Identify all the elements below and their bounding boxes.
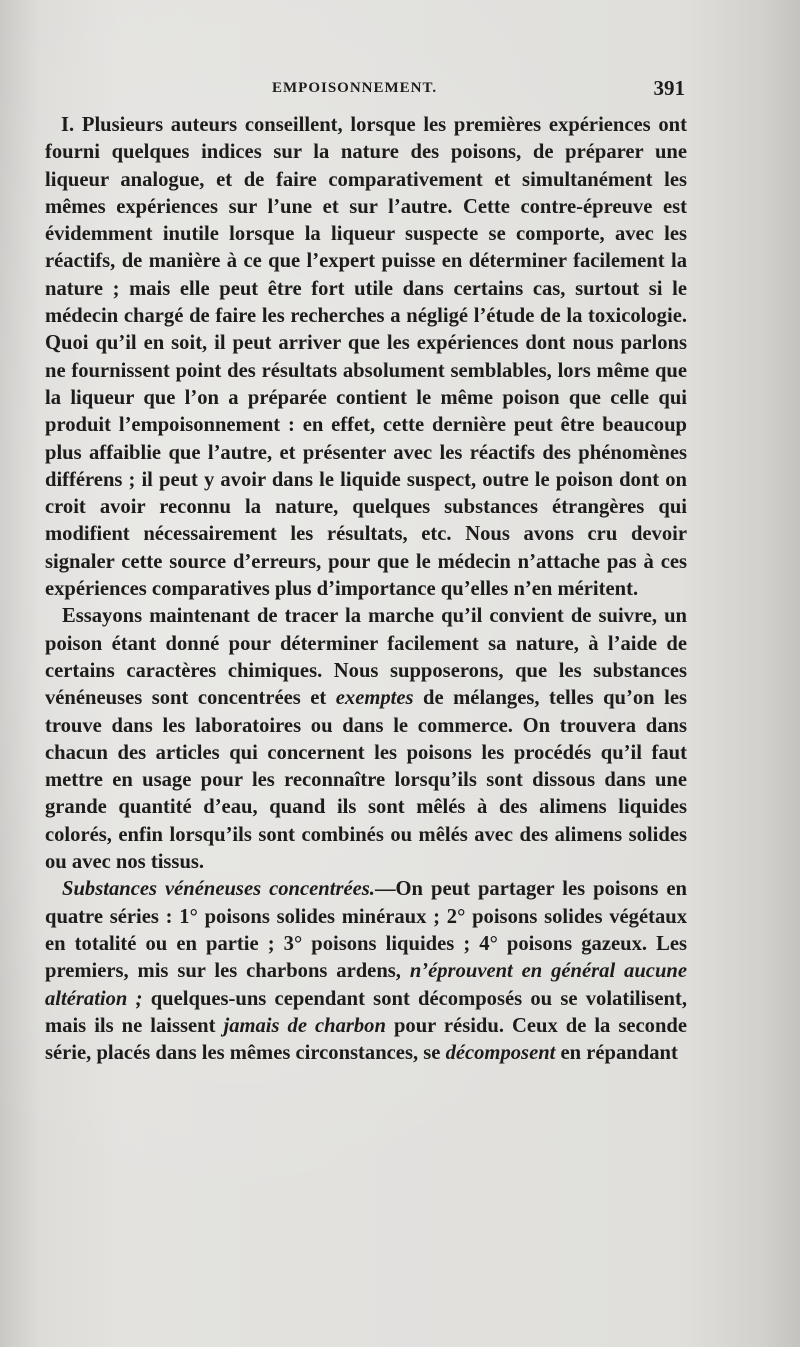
- page-number: 391: [653, 76, 685, 100]
- paragraph-2-text-b: de mélanges, telles qu’on les trouve dans les laboratoires ou dans le commerce. On trouvera dans chacun des articles qui concernent les poisons les procédés qu’il faut mettre en usage pour les reconnaître lorsqu’ils sont dissous dans une grande quantité d’eau, quand ils sont mêlés à des alimens liquides colorés, enfin lorsqu’ils sont combinés ou mêlés avec des alimens solides ou avec nos tissus.: [45, 687, 687, 874]
- paragraph-3-text-b: quelques-uns cependant sont décomposés ou se volatilisent, mais ils ne laissent: [45, 987, 687, 1037]
- body-text: [45, 112, 687, 1067]
- paragraph-1: I. Plusieurs auteurs conseillent, lorsque les premières expériences ont fourni quelques indices sur la nature des poisons, de préparer une liqueur analogue, et de faire comparativement et simultanément les mêmes expériences sur l’une et sur l’autre. Cette contre-épreuve est évidemment inutile lorsque la liqueur suspecte se comporte, avec les réactifs, de manière à ce que l’expert puisse en déterminer facilement la nature ; mais elle peut être fort utile dans certains cas, surtout si le médecin chargé de faire les recherches a négligé l’étude de la toxicologie. Quoi qu’il en soit, il peut arriver que les expériences dont nous parlons ne fournissent point des résultats absolument semblables, lors même que la liqueur que l’on a préparée contient le même poison que celle qui produit l’empoisonnement : en effet, cette dernière peut être beaucoup plus affaiblie que l’autre, et présenter avec les réactifs des phénomènes différens ; il peut y avoir dans le liquide suspect, outre le poison dont on croit avoir reconnu la nature, quelques substances étrangères qui modifient nécessairement les résultats, etc. Nous avons cru devoir signaler cette source d’erreurs, pour que le médecin n’attache pas à ces expériences comparatives plus d’importance qu’elles n’en méritent.: [45, 114, 687, 601]
- paragraph-2-text-a: Essayons maintenant de tracer la marche qu’il convient de suivre, un poison étant donné pour déterminer facilement sa nature, à l’aide de certains caractères chimiques. Nous supposerons, que les substances vénéneuses sont concentrées et: [45, 605, 687, 710]
- paragraph-3-text-d: en répandant: [555, 1042, 678, 1065]
- page-header: [60, 76, 685, 102]
- running-head: EMPOISONNEMENT.: [272, 80, 438, 96]
- paragraph-3-text-c: pour résidu. Ceux de la seconde série, placés dans les mêmes circonstances, se: [45, 1014, 687, 1065]
- paragraph-3: [45, 876, 687, 1067]
- paragraph-3-italic-2: jamais de charbon: [223, 1014, 386, 1037]
- paragraph-3-italic-1: n’éprouvent en général aucune altération ;: [45, 960, 687, 1010]
- paragraph-3-text-a: —On peut partager les poisons en quatre séries : 1° poisons solides minéraux ; 2° poisons solides végétaux en totalité ou en partie ; 3° poisons liquides ; 4° poisons gazeux. Les premiers, mis sur les charbons ardens,: [45, 878, 687, 983]
- paragraph-2: [45, 603, 687, 876]
- paragraph-2-italic: exemptes: [335, 687, 414, 710]
- paragraph-3-italic-3: décomposent: [445, 1042, 556, 1065]
- section-heading-inline: Substances vénéneuses concentrées.: [62, 878, 375, 901]
